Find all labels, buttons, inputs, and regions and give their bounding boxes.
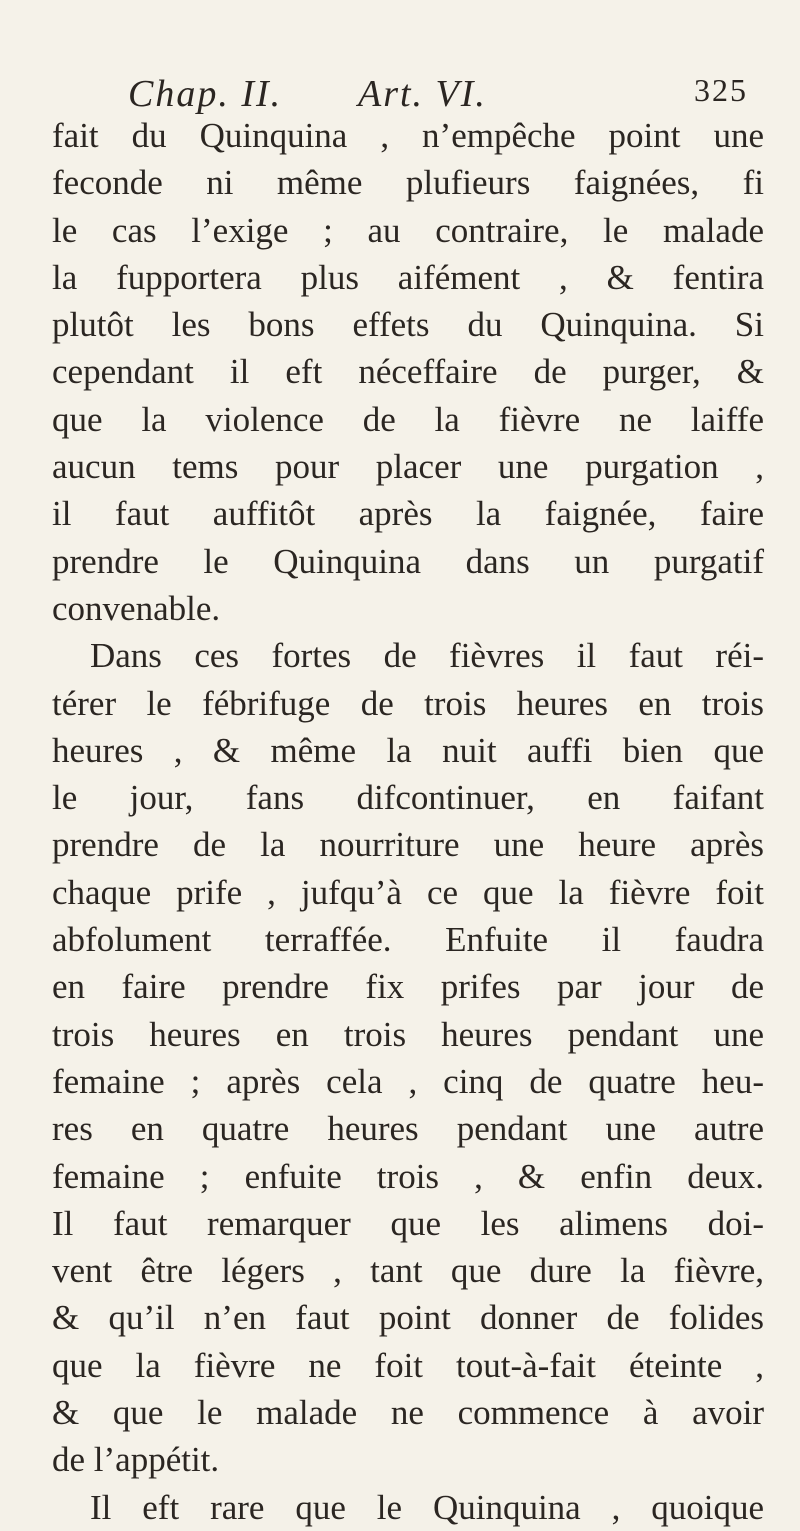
text-line: & qu’il n’en faut point donner de folides [52, 1298, 764, 1338]
text-line: femaine ; après cela , cinq de quatre heu- [52, 1061, 764, 1101]
page-number: 325 [694, 72, 748, 108]
text-line: res en quatre heures pendant une autre [52, 1109, 764, 1149]
running-header [128, 72, 748, 116]
text-line: vent être légers , tant que dure la fièvre, [52, 1251, 764, 1291]
chapter-heading: Chap. II. [128, 73, 283, 115]
text-line: aucun tems pour placer une purgation , [52, 447, 764, 487]
article-heading: Art. VI. [358, 73, 487, 115]
text-line: convenable. [52, 588, 221, 628]
text-line: heures , & même la nuit auffi bien que [52, 730, 764, 770]
text-line: abfolument terraffée. Enfuite il faudra [52, 920, 764, 960]
text-line: plutôt les bons effets du Quinquina. Si [52, 305, 764, 345]
text-line: Dans ces fortes de fièvres il faut réi- [90, 636, 764, 676]
text-line: prendre de la nourriture une heure après [52, 825, 764, 865]
text-line: & que le malade ne commence à avoir [52, 1393, 764, 1433]
text-line: Il eft rare que le Quinquina , quoique [90, 1487, 764, 1527]
body-text [52, 112, 764, 1531]
text-line: trois heures en trois heures pendant une [52, 1014, 764, 1054]
text-line: le jour, fans difcontinuer, en faifant [52, 778, 764, 818]
text-line: Il faut remarquer que les alimens doi- [52, 1203, 764, 1243]
text-line: en faire prendre fix prifes par jour de [52, 967, 764, 1007]
text-line: il faut auffitôt après la faignée, faire [52, 494, 764, 534]
text-line: chaque prife , jufqu’à ce que la fièvre foit [52, 872, 764, 912]
text-line: prendre le Quinquina dans un purgatif [52, 541, 764, 581]
text-line: le cas l’exige ; au contraire, le malade [52, 210, 764, 250]
text-line: que la fièvre ne foit tout-à-fait éteinte , [52, 1345, 764, 1385]
text-line: de l’appétit. [52, 1440, 220, 1480]
text-line: térer le fébrifuge de trois heures en trois [52, 683, 764, 723]
text-line: fait du Quinquina , n’empêche point une [52, 116, 764, 155]
text-line: que la violence de la fièvre ne laiffe [52, 399, 764, 439]
text-line: la fupportera plus aifément , & fentira [52, 257, 764, 297]
text-line: femaine ; enfuite trois , & enfin deux. [52, 1156, 764, 1196]
text-line: feconde ni même plufieurs faignées, fi [52, 163, 764, 203]
text-line: cependant il eft néceffaire de purger, & [52, 352, 764, 392]
